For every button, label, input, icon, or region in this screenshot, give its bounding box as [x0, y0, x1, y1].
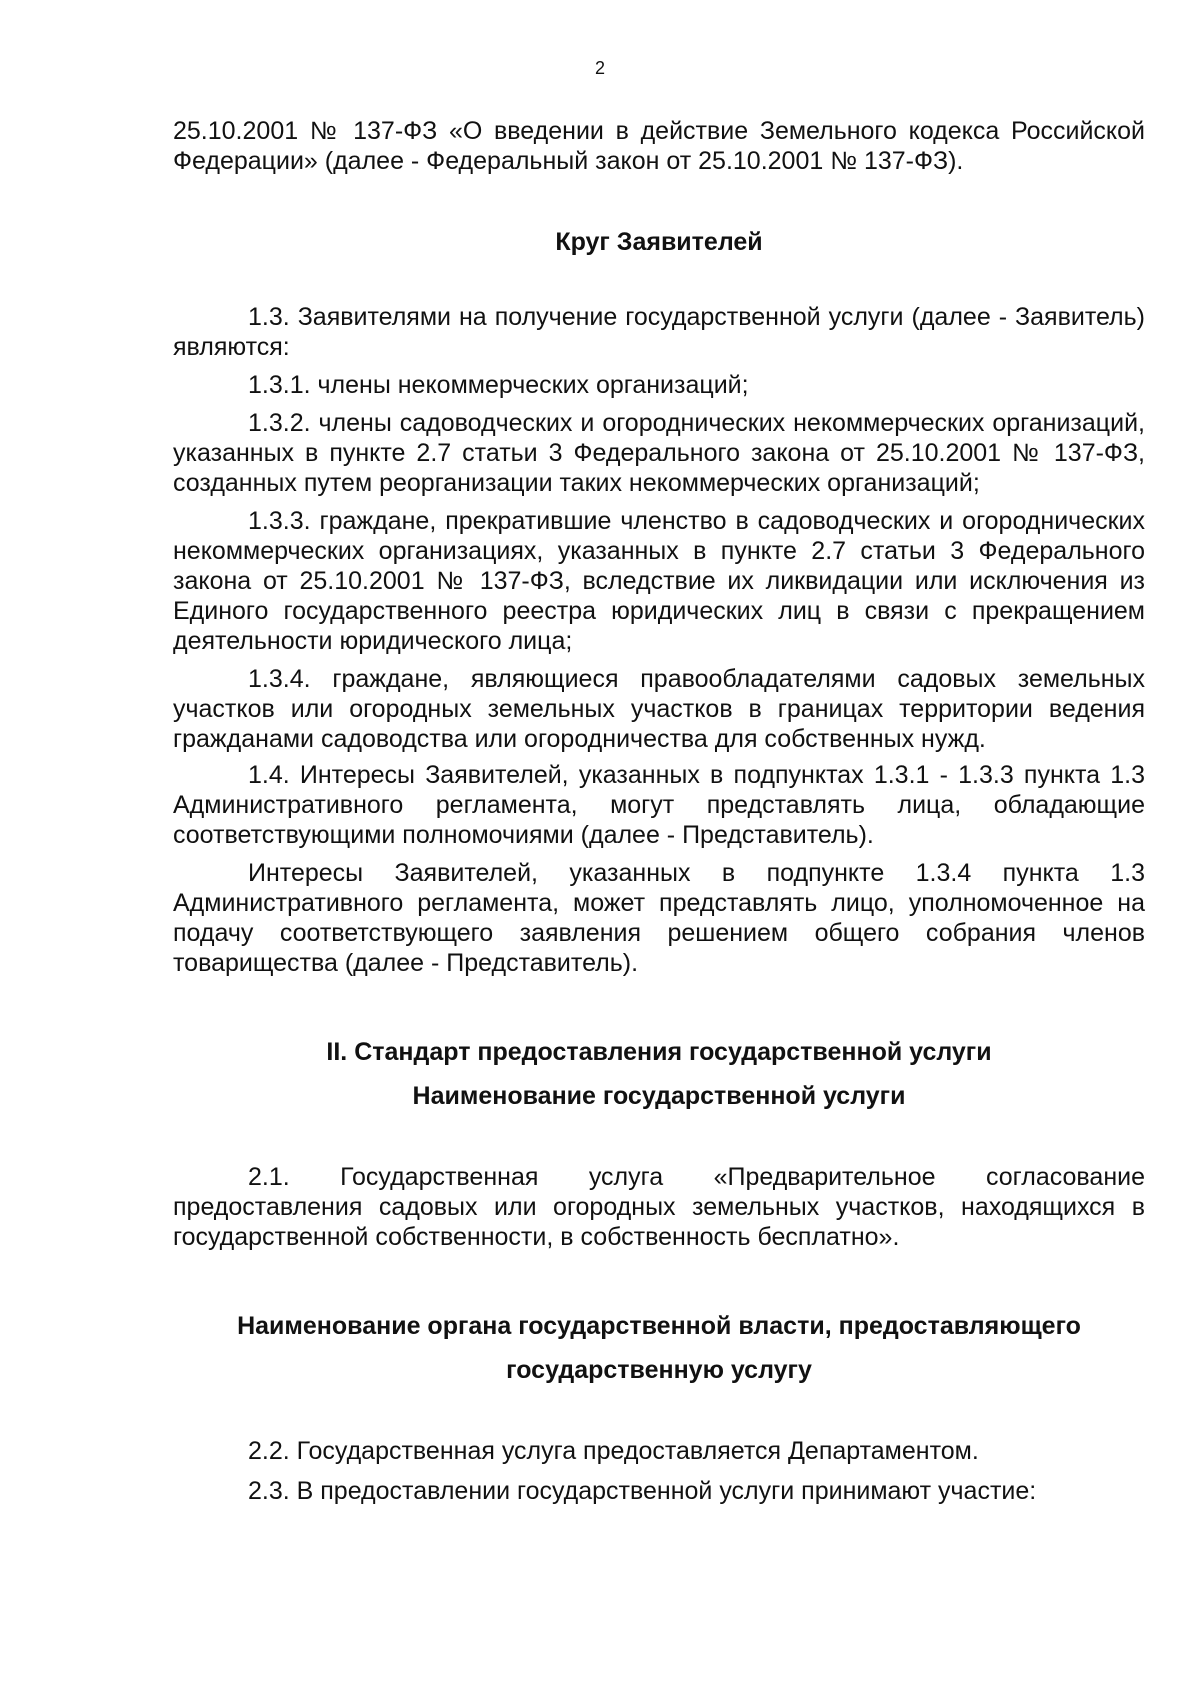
- document-body: [173, 116, 1145, 1506]
- paragraph-representatives: Интересы Заявителей, указанных в подпункте 1.3.4 пункта 1.3 Административного регламента, может представлять лицо, уполномоченное на подачу соответствующего заявления решением общего собрания членов товарищества (далее - Представитель).: [173, 859, 1145, 977]
- paragraph-1-4: 1.4. Интересы Заявителей, указанных в подпунктах 1.3.1 - 1.3.3 пункта 1.3 Административного регламента, могут представлять лица, обладающие соответствующими полномочиями (далее - Представитель).: [173, 761, 1145, 849]
- intro-paragraph: 25.10.2001 № 137-ФЗ «О введении в действие Земельного кодекса Российской Федерации» (далее - Федеральный закон от 25.10.2001 № 137-ФЗ).: [173, 117, 1145, 175]
- paragraph-2-2: 2.2. Государственная услуга предоставляется Департаментом.: [248, 1437, 979, 1465]
- paragraph-1-3: 1.3. Заявителями на получение государственной услуги (далее - Заявитель) являются:: [173, 303, 1145, 361]
- paragraph-2-1: 2.1. Государственная услуга «Предварительное согласование предоставления садовых или огородных земельных участков, находящихся в государственной собственности, в собственность бесплатно».: [173, 1163, 1145, 1251]
- section-heading-standard: II. Стандарт предоставления государственной услуги: [326, 1038, 992, 1066]
- paragraph-1-3-4: 1.3.4. граждане, являющиеся правообладателями садовых земельных участков или огородных земельных участков в границах территории ведения гражданами садоводства или огородничества для собственных нужд.: [173, 665, 1145, 753]
- page-number: 2: [594, 58, 605, 78]
- section-heading-authority-line2: государственную услугу: [506, 1356, 812, 1384]
- paragraph-1-3-1: 1.3.1. члены некоммерческих организаций;: [248, 371, 749, 399]
- paragraph-1-3-3: 1.3.3. граждане, прекратившие членство в садоводческих и огороднических некоммерческих организациях, указанных в пункте 2.7 статьи 3 Федерального закона от 25.10.2001 № 137-ФЗ, вследствие их ликвидации или исключения из Единого государственного реестра юридических лиц в связи с прекращением деятельности юридического лица;: [173, 507, 1145, 655]
- paragraph-2-3: 2.3. В предоставлении государственной услуги принимают участие:: [248, 1477, 1037, 1505]
- section-subheading-service-name: Наименование государственной услуги: [412, 1082, 906, 1110]
- section-heading-applicants: Круг Заявителей: [555, 228, 763, 256]
- section-heading-authority-line1: Наименование органа государственной власти, предоставляющего: [237, 1312, 1081, 1340]
- paragraph-1-3-2: 1.3.2. члены садоводческих и огороднических некоммерческих организаций, указанных в пункте 2.7 статьи 3 Федерального закона от 25.10.2001 № 137-ФЗ, созданных путем реорганизации таких некоммерческих организаций;: [173, 409, 1145, 497]
